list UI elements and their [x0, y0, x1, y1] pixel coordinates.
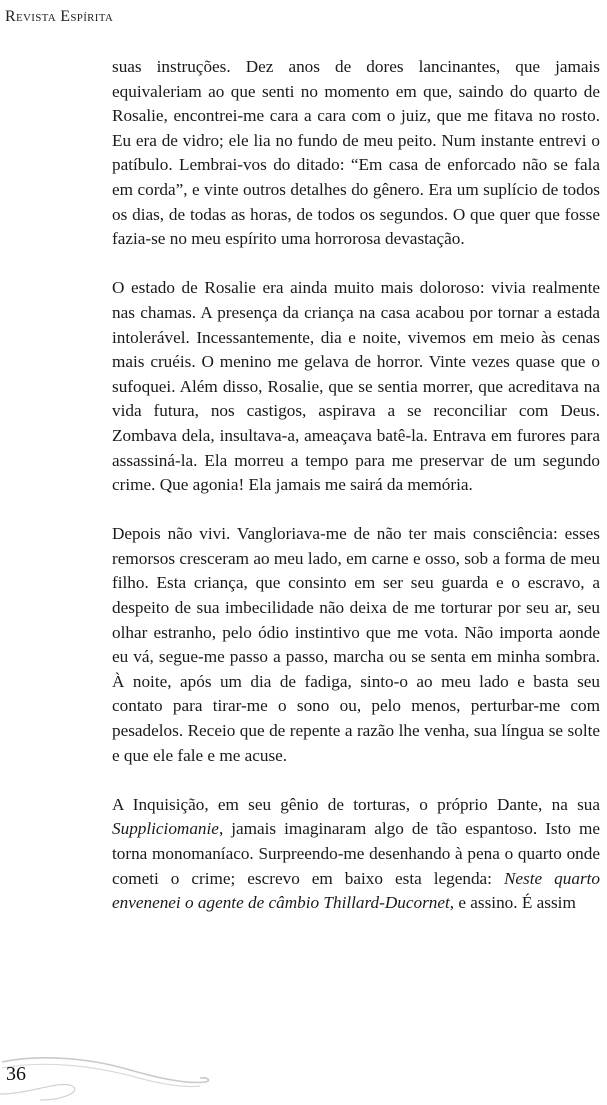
paragraph-3: Depois não vivi. Vangloriava-me de não ter mais consciência: esses remorsos cresceram ao meu lado, em carne e osso, sob a forma de meu filho. Esta criança, que consinto em ser seu guarda e o escravo, a despeito de sua imbecilidade não deixa de me torturar por seu ar, seu olhar estranho, pelo ódio instintivo que me vota. Não importa aonde eu vá, segue-me passo a passo, marcha ou se senta em minha sombra. À noite, após um dia de fadiga, sinto-o ao meu lado e basta seu contato para tirar-me o sono ou, pelo menos, perturbar-me com pesadelos. Receio que de repente a razão lhe venha, sua língua se solte e que ele fale e me acuse.	[112, 524, 600, 765]
paragraph-4	[112, 793, 600, 916]
paragraph-1: suas instruções. Dez anos de dores lancinantes, que jamais equivaleriam ao que senti no momento em que, saindo do quarto de Rosalie, encontrei-me cara a cara com o juiz, que me fitava no rosto. Eu era de vidro; ele lia no fundo de meu peito. Num instante entrevi o patíbulo. Lembrai-vos do ditado: “Em casa de enforcado não se fala em corda”, e vinte outros detalhes do gênero. Era um suplício de todos os dias, de todas as horas, de todos os segundos. O que quer que fosse fazia-se no meu espírito uma horrorosa devastação.	[112, 57, 600, 249]
italic-legend: Neste quarto envenenei o agente de câmbio Thillard-Ducornet	[112, 868, 601, 913]
paragraph-2: O estado de Rosalie era ainda muito mais doloroso: vivia realmente nas chamas. A presença da criança na casa acabou por tornar a estada intolerável. Incessantemente, dia e noite, vivemos em meio às cenas mais cruéis. O menino me gelava de horror. Vinte vezes quase que o sufoquei. Além disso, Rosalie, que se sentia morrer, que acreditava na vida futura, nos castigos, aspirava a se reconciliar com Deus. Zombava dela, insultava-a, ameaçava batê-la. Entrava em furores para assassiná-la. Ela morreu a tempo para me preservar de um segundo crime. Que agonia! Ela jamais me sairá da memória.	[112, 278, 600, 495]
italic-title-suppliciomanie: Suppliciomanie	[112, 819, 219, 839]
paragraph-4-text-a: A Inquisição, em seu gênio de torturas, o próprio Dante, na sua	[112, 794, 600, 814]
footer-swash-ornament	[0, 1050, 260, 1105]
running-header: Revista Espírita	[5, 8, 114, 25]
paragraph-4-text-c: , e assino. É assim	[449, 893, 576, 913]
page-number: 36	[6, 1063, 26, 1085]
paragraph-4-text-b: , jamais imaginaram algo de tão espantoso. Isto me torna monomaníaco. Surpreendo-me desenhando à pena o quarto onde cometi o crime; escrevo em baixo esta legenda:	[112, 819, 600, 888]
page-body	[112, 55, 600, 916]
